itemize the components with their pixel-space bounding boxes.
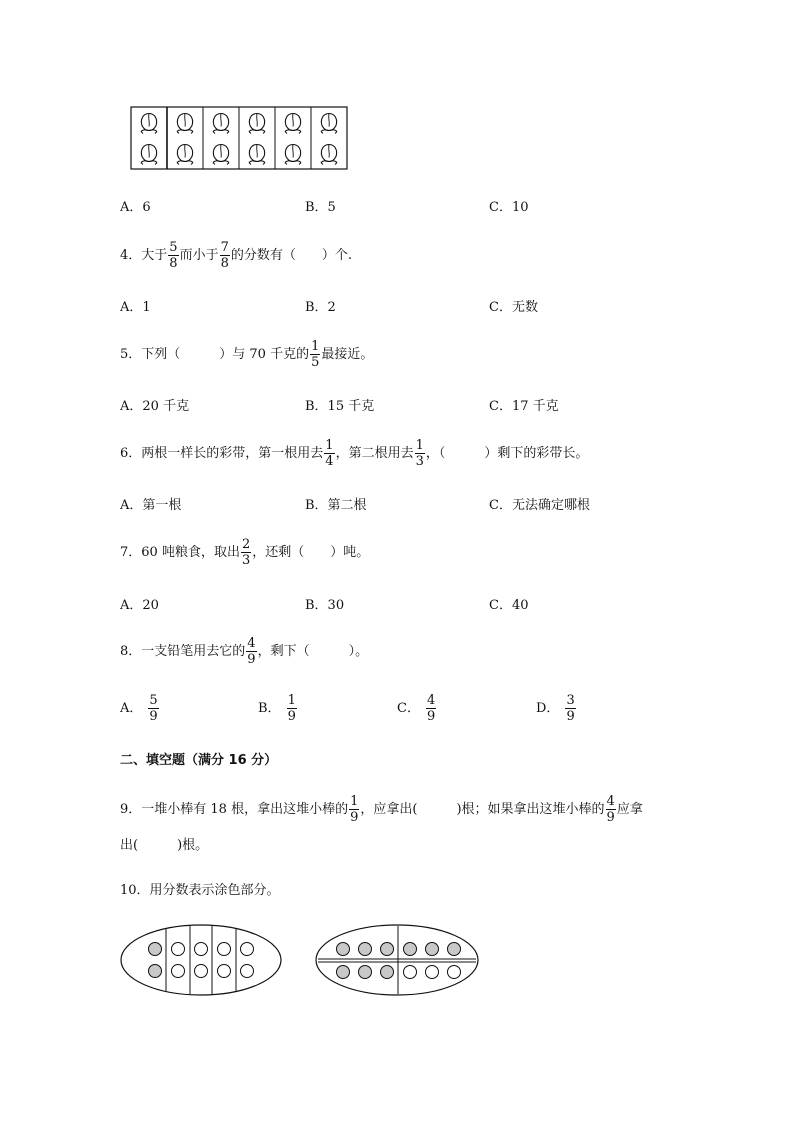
- peach-icon: [285, 114, 301, 134]
- q8-text-1: 一支铅笔用去它的: [141, 644, 246, 659]
- question-10: [120, 881, 280, 901]
- question-7: [120, 538, 369, 567]
- q8-number: 8．: [120, 644, 142, 659]
- q4-text-3: 的分数有（ ）个.: [230, 248, 353, 263]
- peach-icon: [249, 114, 265, 134]
- q4-option-c[interactable]: C．无数: [489, 300, 538, 315]
- q7-option-c[interactable]: C．40: [489, 598, 529, 613]
- q8-option-a[interactable]: A． $\frac{5}{9}$: [120, 693, 158, 724]
- q7-text-1: 60 吨粮食，取出: [141, 545, 240, 560]
- q8-option-d[interactable]: D． $\frac{3}{9}$: [536, 693, 575, 724]
- q10-figure-1: [121, 925, 281, 995]
- peach-icon: [249, 145, 265, 165]
- q6-text-2: ，第二根用去: [335, 446, 414, 461]
- question-4: [120, 241, 352, 270]
- q6-option-a[interactable]: A．第一根: [120, 498, 182, 513]
- peach-icon: [177, 145, 193, 165]
- q4-fraction-2: $\frac{7}{8}$: [220, 240, 229, 271]
- peach-icon: [321, 114, 337, 134]
- empty-circle: [218, 943, 231, 956]
- q10-number: 10．: [120, 883, 150, 898]
- shaded-circle: [149, 965, 162, 978]
- empty-circle: [218, 965, 231, 978]
- question-8: [120, 637, 368, 666]
- q9-number: 9．: [120, 802, 142, 817]
- q9-fraction-1: $\frac{1}{9}$: [350, 794, 359, 825]
- q6-option-b[interactable]: B．第二根: [305, 498, 367, 513]
- q7-option-a[interactable]: A．20: [120, 598, 159, 613]
- shaded-circle: [149, 943, 162, 956]
- peach-icon: [285, 145, 301, 165]
- shaded-circle: [404, 943, 417, 956]
- q9-text-2: ，应拿出( )根；如果拿出这堆小棒的: [360, 802, 605, 817]
- empty-circle: [172, 965, 185, 978]
- q5-number: 5．: [120, 347, 142, 362]
- peach-icon: [141, 114, 157, 134]
- q5-text-2: 最接近。: [321, 347, 374, 362]
- question-9: [120, 795, 643, 824]
- q6-number: 6．: [120, 446, 142, 461]
- q7-fraction: $\frac{2}{3}$: [241, 537, 251, 568]
- shaded-circle: [359, 966, 372, 979]
- empty-circle: [241, 965, 254, 978]
- q8-text-2: ，剩下（ ）。: [257, 644, 369, 659]
- q6-text-3: ，（ ）剩下的彩带长。: [425, 446, 589, 461]
- empty-circle: [172, 943, 185, 956]
- empty-circle: [195, 943, 208, 956]
- empty-circle: [448, 966, 461, 979]
- q8-fraction: $\frac{4}{9}$: [247, 636, 256, 667]
- q3-option-b[interactable]: B．5: [305, 200, 336, 215]
- q5-text-1: 下列（ ）与 70 千克的: [141, 347, 310, 362]
- peach-icon: [213, 114, 229, 134]
- empty-circle: [426, 966, 439, 979]
- shaded-circle: [448, 943, 461, 956]
- q5-option-b[interactable]: B．15 千克: [305, 399, 375, 414]
- peach-icon: [213, 145, 229, 165]
- question-5: [120, 340, 373, 369]
- shaded-circle: [381, 943, 394, 956]
- q5-fraction: $\frac{1}{5}$: [311, 339, 320, 370]
- peach-icon: [177, 114, 193, 134]
- q3-option-a[interactable]: A．6: [120, 200, 151, 215]
- q6-fraction-2: $\frac{1}{3}$: [415, 438, 424, 469]
- q8-option-c[interactable]: C． $\frac{4}{9}$: [397, 693, 436, 724]
- q10-figures: [118, 922, 484, 998]
- q6-fraction-1: $\frac{1}{4}$: [325, 438, 334, 469]
- q7-number: 7．: [120, 545, 142, 560]
- q4-option-b[interactable]: B．2: [305, 300, 336, 315]
- shaded-circle: [359, 943, 372, 956]
- q8-option-b[interactable]: B． $\frac{1}{9}$: [258, 693, 296, 724]
- q9-text-1: 一堆小棒有 18 根，拿出这堆小棒的: [141, 802, 349, 817]
- empty-circle: [404, 966, 417, 979]
- q7-option-b[interactable]: B．30: [305, 598, 345, 613]
- q4-fraction-1: $\frac{5}{8}$: [169, 240, 178, 271]
- shaded-circle: [426, 943, 439, 956]
- peach-icon: [321, 145, 337, 165]
- q9-fraction-2: $\frac{4}{9}$: [606, 794, 615, 825]
- q4-option-a[interactable]: A．1: [120, 300, 151, 315]
- peach-grid-figure: [130, 106, 360, 172]
- q4-text-2: 而小于: [179, 248, 219, 263]
- q5-option-a[interactable]: A．20 千克: [120, 399, 190, 414]
- section-2-title: 二、填空题（满分 16 分）: [120, 753, 278, 768]
- shaded-circle: [381, 966, 394, 979]
- q9-line-2: 出( )根。: [120, 838, 209, 853]
- shaded-circle: [337, 966, 350, 979]
- q6-option-c[interactable]: C．无法确定哪根: [489, 498, 590, 513]
- q6-text-1: 两根一样长的彩带，第一根用去: [141, 446, 324, 461]
- shaded-circle: [337, 943, 350, 956]
- q4-number: 4．: [120, 248, 142, 263]
- q3-option-c[interactable]: C．10: [489, 200, 529, 215]
- q4-text-1: 大于: [141, 248, 168, 263]
- q7-text-2: ，还剩（ ）吨。: [252, 545, 370, 560]
- q5-option-c[interactable]: C．17 千克: [489, 399, 559, 414]
- empty-circle: [195, 965, 208, 978]
- q10-text: 用分数表示涂色部分。: [149, 883, 280, 898]
- empty-circle: [241, 943, 254, 956]
- q10-figure-2: [316, 925, 478, 995]
- question-6: [120, 439, 588, 468]
- q9-text-3: 应拿: [616, 802, 643, 817]
- peach-icon: [141, 145, 157, 165]
